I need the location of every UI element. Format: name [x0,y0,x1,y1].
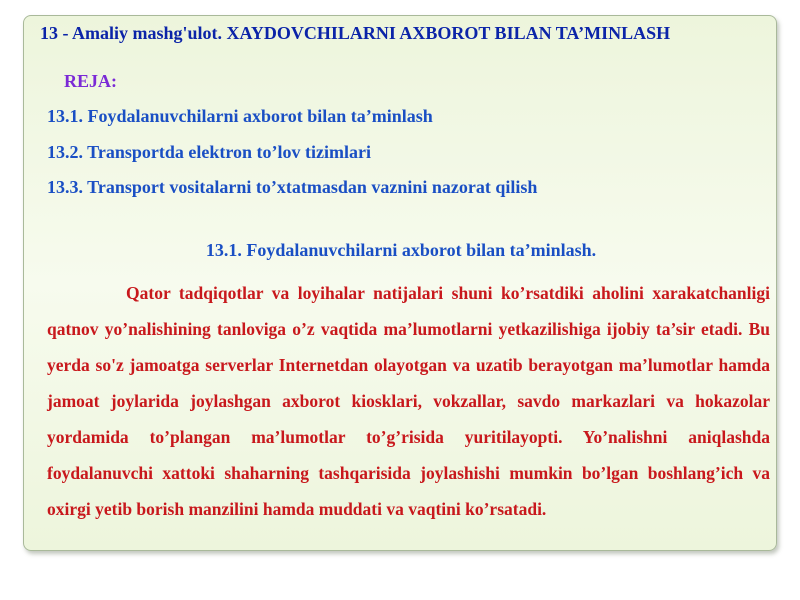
section-heading: 13.1. Foydalanuvchilarni axborot bilan ta’minlash. [205,240,597,260]
plan-item: 13.2. Transportda elektron to’lov tizimlari [47,141,371,162]
slide-panel [23,15,777,551]
plan-list [47,106,537,213]
body-paragraph: Qator tadqiqotlar va loyihalar natijalari shuni ko’rsatdiki aholini xarakatchanligi qatnov yo’nalishining tanloviga o’z vaqtida ma’lumotlarni yetkazilishiga ijobiy ta’sir etadi. Bu yerda so'z jamoatga serverlar Internetdan olayotgan va uzatib berayotgan ma’lumotlar hamda jamoat joylarida joylashgan axborot kiosklari, vokzallar, savdo markazlari va hokazolar yordamida to’plangan ma’lumotlar to’g’risida yuritilayopti. Yo’nalishni aniqlashda foydalanuvchi xattoki shaharning tashqarisida joylashishi mumkin bo’lgan boshlang’ich va oxirgi yetib borish manzilini hamda muddati va vaqtini ko’rsatadi. [47,283,770,519]
plan-heading: REJA: [64,71,117,91]
page-title: 13 - Amaliy mashg'ulot. XAYDOVCHILARNI AXBOROT BILAN TA’MINLASH [40,23,671,43]
plan-item: 13.3. Transport vositalarni to’xtatmasdan vaznini nazorat qilish [47,177,538,197]
plan-item: 13.1. Foydalanuvchilarni axborot bilan ta’minlash [47,106,433,126]
